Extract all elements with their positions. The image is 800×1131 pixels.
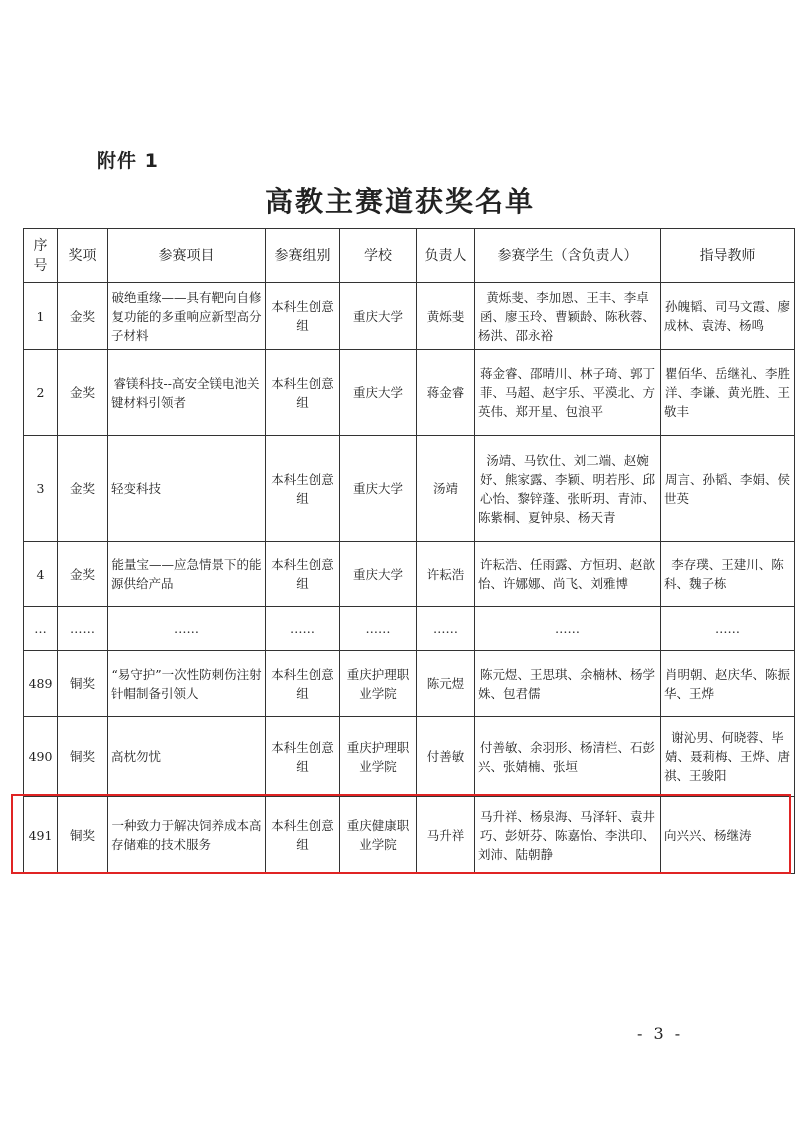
header-award: 奖项	[58, 229, 108, 283]
cell-project: 一种致力于解决饲养成本高存储难的技术服务	[108, 797, 266, 874]
table-header-row	[24, 229, 795, 283]
cell-school: 重庆大学	[340, 350, 417, 436]
header-group: 参赛组别	[266, 229, 340, 283]
cell-award: ……	[58, 607, 108, 651]
cell-teachers: 肖明朝、赵庆华、陈振华、王烨	[661, 651, 795, 717]
cell-students: 黄烁斐、李加恩、王丰、李卓函、廖玉玲、曹颖龄、陈秋蓉、杨洪、邵永裕	[475, 283, 661, 350]
cell-group: 本科生创意组	[266, 797, 340, 874]
cell-leader: 蒋金睿	[417, 350, 475, 436]
table-row	[24, 350, 795, 436]
cell-award: 铜奖	[58, 797, 108, 874]
cell-students: 陈元煜、王思琪、余楠林、杨学姝、包君儒	[475, 651, 661, 717]
cell-leader: 汤靖	[417, 436, 475, 542]
cell-leader: 陈元煜	[417, 651, 475, 717]
cell-students: 许耘浩、任雨露、方恒玥、赵歆怡、许娜娜、尚飞、刘雅博	[475, 542, 661, 607]
cell-project: 高枕勿忧	[108, 717, 266, 797]
table-row	[24, 651, 795, 717]
header-leader: 负责人	[417, 229, 475, 283]
cell-award: 金奖	[58, 436, 108, 542]
cell-group: 本科生创意组	[266, 542, 340, 607]
cell-students: 付善敏、余羽形、杨清栏、石彭兴、张婧楠、张垣	[475, 717, 661, 797]
header-teachers: 指导教师	[661, 229, 795, 283]
cell-group: 本科生创意组	[266, 651, 340, 717]
page-number: - 3 -	[637, 1024, 684, 1043]
cell-leader: 黄烁斐	[417, 283, 475, 350]
cell-project: 能量宝——应急情景下的能源供给产品	[108, 542, 266, 607]
cell-group: 本科生创意组	[266, 350, 340, 436]
cell-students: 马升祥、杨泉海、马泽轩、袁井巧、彭妍芬、陈嘉怡、李洪印、刘沛、陆朝静	[475, 797, 661, 874]
cell-teachers: 瞿佰华、岳继礼、李胜洋、李谦、黄光胜、王敬丰	[661, 350, 795, 436]
page-title: 高教主赛道获奖名单	[264, 185, 535, 218]
cell-award: 金奖	[58, 350, 108, 436]
header-project: 参赛项目	[108, 229, 266, 283]
cell-teachers: 谢沁男、何晓蓉、毕婧、聂莉梅、王烨、唐祺、王骏阳	[661, 717, 795, 797]
cell-students: 汤靖、马钦仕、刘二端、赵婉妤、熊家露、李颖、明若彤、邱心怡、黎锌蓬、张昕玥、青沛、陈紫桐、夏钟泉、杨天青	[475, 436, 661, 542]
cell-school: 重庆大学	[340, 283, 417, 350]
cell-leader: ……	[417, 607, 475, 651]
cell-students: ……	[475, 607, 661, 651]
cell-teachers: 向兴兴、杨继涛	[661, 797, 795, 874]
table-row	[24, 436, 795, 542]
cell-award: 金奖	[58, 283, 108, 350]
cell-award: 铜奖	[58, 651, 108, 717]
cell-school: 重庆大学	[340, 436, 417, 542]
awards-table	[23, 228, 795, 874]
header-students: 参赛学生（含负责人）	[475, 229, 661, 283]
cell-project: 破绝重缘——具有靶向自修复功能的多重响应新型高分子材料	[108, 283, 266, 350]
cell-school: ……	[340, 607, 417, 651]
cell-students: 蒋金睿、邵晴川、林子琦、郭丁菲、马超、赵宇乐、平漠北、方英伟、郑开星、包浪平	[475, 350, 661, 436]
cell-no: 4	[24, 542, 58, 607]
attachment-label: 附件 1	[97, 150, 159, 172]
cell-no: 491	[24, 797, 58, 874]
cell-group: 本科生创意组	[266, 283, 340, 350]
cell-no: …	[24, 607, 58, 651]
cell-group: 本科生创意组	[266, 436, 340, 542]
table-row	[24, 542, 795, 607]
cell-no: 489	[24, 651, 58, 717]
cell-group: 本科生创意组	[266, 717, 340, 797]
table-row	[24, 717, 795, 797]
cell-no: 2	[24, 350, 58, 436]
cell-teachers: 周言、孙韬、李娟、侯世英	[661, 436, 795, 542]
cell-project: 睿镁科技--高安全镁电池关键材料引领者	[108, 350, 266, 436]
cell-award: 铜奖	[58, 717, 108, 797]
cell-leader: 付善敏	[417, 717, 475, 797]
cell-no: 1	[24, 283, 58, 350]
cell-project: “易守护”一次性防刺伤注射针帽制备引领人	[108, 651, 266, 717]
cell-school: 重庆大学	[340, 542, 417, 607]
cell-no: 490	[24, 717, 58, 797]
table-row	[24, 283, 795, 350]
cell-award: 金奖	[58, 542, 108, 607]
cell-teachers: 李存璞、王建川、陈科、魏子栋	[661, 542, 795, 607]
cell-teachers: ……	[661, 607, 795, 651]
table-row-highlighted	[24, 797, 795, 874]
cell-project: 轻变科技	[108, 436, 266, 542]
header-no: 序号	[24, 229, 58, 283]
cell-group: ……	[266, 607, 340, 651]
cell-school: 重庆护理职业学院	[340, 717, 417, 797]
table-row-ellipsis	[24, 607, 795, 651]
cell-no: 3	[24, 436, 58, 542]
cell-leader: 许耘浩	[417, 542, 475, 607]
cell-teachers: 孙魄韬、司马文霞、廖成林、袁涛、杨鸣	[661, 283, 795, 350]
cell-leader: 马升祥	[417, 797, 475, 874]
cell-school: 重庆健康职业学院	[340, 797, 417, 874]
header-school: 学校	[340, 229, 417, 283]
cell-project: ……	[108, 607, 266, 651]
cell-school: 重庆护理职业学院	[340, 651, 417, 717]
